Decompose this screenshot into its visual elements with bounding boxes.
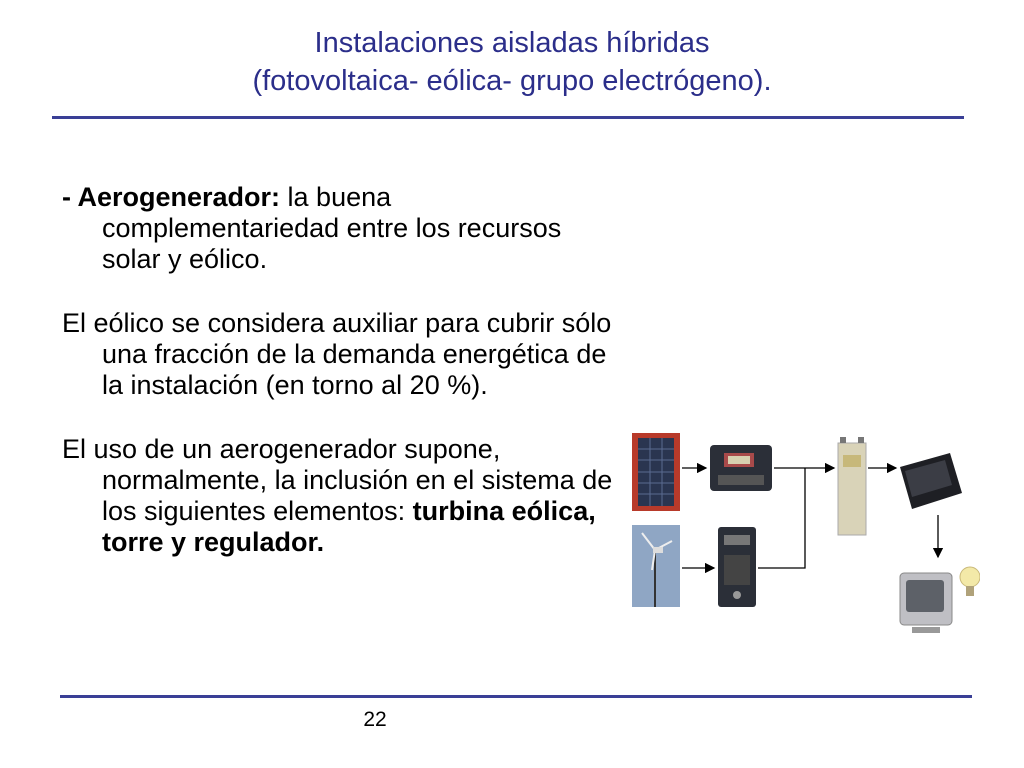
paragraph-elementos	[62, 434, 622, 558]
charge-controller-image	[710, 445, 772, 491]
paragraph-auxiliar	[62, 308, 622, 401]
television-image	[900, 573, 952, 633]
paragraph-tail-bold: turbina eólica, torre y regulador.	[102, 496, 596, 557]
solar-panel-image	[632, 433, 680, 511]
system-diagram	[600, 405, 980, 675]
title-line-1: Instalaciones aisladas híbridas	[314, 27, 710, 59]
paragraph-lead-bold: - Aerogenerador:	[62, 182, 281, 212]
battery-image	[838, 437, 866, 535]
wind-regulator-image	[718, 527, 756, 607]
slide-title	[0, 24, 1024, 100]
paragraph-text: El eólico se considera auxiliar para cubrir sólo una fracción de la demanda energética de la instalación (en torno al 20 %).	[62, 308, 612, 400]
light-bulb-image	[960, 567, 980, 596]
body-text	[62, 182, 622, 591]
bottom-divider	[60, 695, 972, 698]
paragraph-text: El uso de un aerogenerador supone, normalmente, la inclusión en el sistema de los siguientes elementos:	[62, 434, 613, 526]
top-divider	[52, 116, 964, 119]
paragraph-aerogenerador	[62, 182, 622, 275]
paragraph-text: la buena complementariedad entre los recursos solar y eólico.	[102, 182, 562, 274]
inverter-image	[900, 453, 962, 509]
wind-turbine-image	[632, 525, 680, 607]
title-line-2: (fotovoltaica- eólica- grupo electrógeno).	[252, 65, 772, 97]
page-number: 22	[363, 708, 387, 731]
